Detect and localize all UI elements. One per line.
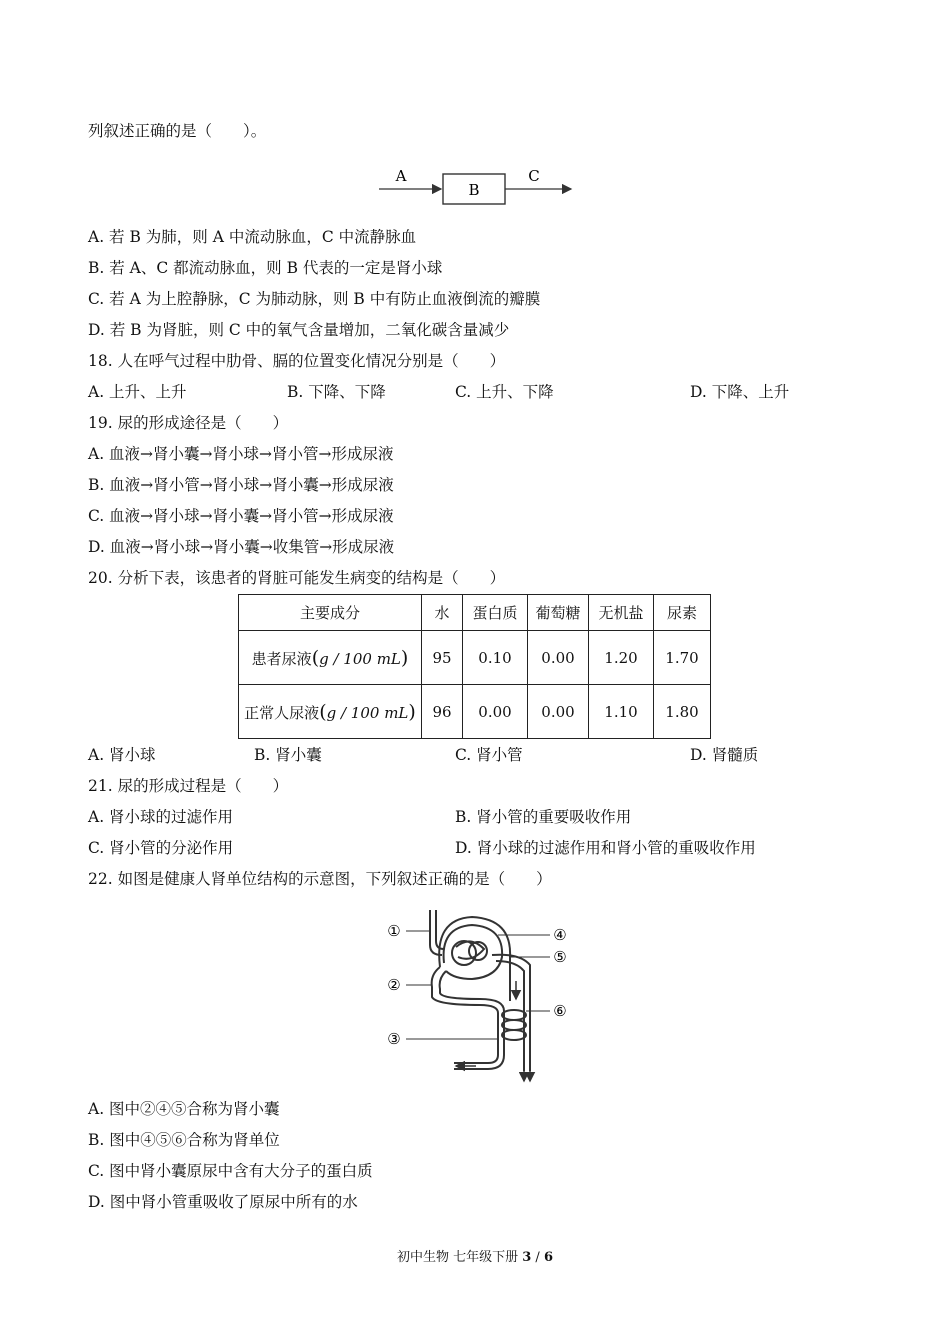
q21-stem: 21. 尿的形成过程是（ ） bbox=[88, 777, 289, 795]
urine-composition-table bbox=[238, 594, 711, 739]
label-3: ③ bbox=[387, 1030, 401, 1048]
q17-option-c[interactable]: C. 若 A 为上腔静脉，C 为肺动脉，则 B 中有防止血液倒流的瓣膜 bbox=[88, 290, 541, 308]
page-total: 6 bbox=[543, 1250, 553, 1265]
table-cell: 95 bbox=[422, 631, 463, 685]
table-cell: 96 bbox=[422, 685, 463, 739]
page-footer bbox=[0, 1246, 950, 1265]
table-cell: 1.80 bbox=[654, 685, 711, 739]
label-c: C bbox=[528, 167, 540, 185]
table-header: 水 bbox=[422, 595, 463, 631]
footer-separator: / bbox=[531, 1250, 544, 1265]
table-cell: 1.70 bbox=[654, 631, 711, 685]
label-1: ① bbox=[387, 922, 401, 940]
table-header-row bbox=[239, 595, 711, 631]
row-label: 正常人尿液(g / 100 mL) bbox=[239, 685, 422, 739]
footer-subject: 初中生物 七年级下册 bbox=[396, 1250, 523, 1265]
table-header: 葡萄糖 bbox=[528, 595, 589, 631]
q17-stem-tail: 列叙述正确的是（ ）。 bbox=[88, 122, 267, 140]
label-a: A bbox=[395, 167, 407, 185]
table-cell: 1.20 bbox=[589, 631, 654, 685]
q19-stem: 19. 尿的形成途径是（ ） bbox=[88, 414, 289, 432]
q20-stem: 20. 分析下表，该患者的肾脏可能发生病变的结构是（ ） bbox=[88, 569, 506, 587]
q19-option-d[interactable]: D. 血液→肾小球→肾小囊→收集管→形成尿液 bbox=[88, 538, 395, 556]
q18-option-c[interactable]: C. 上升、下降 bbox=[455, 383, 554, 401]
table-cell: 0.00 bbox=[528, 631, 589, 685]
q18-option-b[interactable]: B. 下降、下降 bbox=[287, 383, 386, 401]
q21-option-a[interactable]: A. 肾小球的过滤作用 bbox=[88, 808, 234, 826]
label-b: B bbox=[468, 181, 480, 199]
q20-option-c[interactable]: C. 肾小管 bbox=[455, 746, 523, 764]
table-row bbox=[239, 631, 711, 685]
q22-option-c[interactable]: C. 图中肾小囊原尿中含有大分子的蛋白质 bbox=[88, 1162, 373, 1180]
page-number: 3 bbox=[522, 1250, 532, 1265]
q22-option-b[interactable]: B. 图中④⑤⑥合称为肾单位 bbox=[88, 1131, 280, 1149]
q17-flow-diagram bbox=[375, 162, 580, 218]
label-6: ⑥ bbox=[553, 1002, 567, 1020]
table-header: 蛋白质 bbox=[463, 595, 528, 631]
table-cell: 0.00 bbox=[463, 685, 528, 739]
table-cell: 0.00 bbox=[528, 685, 589, 739]
q21-option-c[interactable]: C. 肾小管的分泌作用 bbox=[88, 839, 234, 857]
q22-option-a[interactable]: A. 图中②④⑤合称为肾小囊 bbox=[88, 1100, 280, 1118]
label-5: ⑤ bbox=[553, 948, 567, 966]
table-header: 主要成分 bbox=[239, 595, 422, 631]
q18-option-d[interactable]: D. 下降、上升 bbox=[690, 383, 790, 401]
label-2: ② bbox=[387, 976, 401, 994]
table-cell: 1.10 bbox=[589, 685, 654, 739]
q17-option-b[interactable]: B. 若 A、C 都流动脉血，则 B 代表的一定是肾小球 bbox=[88, 259, 443, 277]
q18-stem: 18. 人在呼气过程中肋骨、膈的位置变化情况分别是（ ） bbox=[88, 352, 506, 370]
q20-option-a[interactable]: A. 肾小球 bbox=[88, 746, 156, 764]
q17-option-a[interactable]: A. 若 B 为肺，则 A 中流动脉血，C 中流静脉血 bbox=[88, 228, 417, 246]
table-row bbox=[239, 685, 711, 739]
table-header: 无机盐 bbox=[589, 595, 654, 631]
q20-option-b[interactable]: B. 肾小囊 bbox=[254, 746, 322, 764]
row-label: 患者尿液(g / 100 mL) bbox=[239, 631, 422, 685]
q19-option-b[interactable]: B. 血液→肾小管→肾小球→肾小囊→形成尿液 bbox=[88, 476, 394, 494]
label-4: ④ bbox=[553, 926, 567, 944]
table-cell: 0.10 bbox=[463, 631, 528, 685]
q19-option-a[interactable]: A. 血液→肾小囊→肾小球→肾小管→形成尿液 bbox=[88, 445, 394, 463]
q20-option-d[interactable]: D. 肾髓质 bbox=[690, 746, 759, 764]
q21-option-b[interactable]: B. 肾小管的重要吸收作用 bbox=[455, 808, 632, 826]
table-header: 尿素 bbox=[654, 595, 711, 631]
q21-option-d[interactable]: D. 肾小球的过滤作用和肾小管的重吸收作用 bbox=[455, 839, 756, 857]
q18-option-a[interactable]: A. 上升、上升 bbox=[88, 383, 187, 401]
q22-stem: 22. 如图是健康人肾单位结构的示意图，下列叙述正确的是（ ） bbox=[88, 870, 552, 888]
nephron-diagram bbox=[380, 905, 580, 1085]
q22-option-d[interactable]: D. 图中肾小管重吸收了原尿中所有的水 bbox=[88, 1193, 358, 1211]
q17-option-d[interactable]: D. 若 B 为肾脏，则 C 中的氧气含量增加，二氧化碳含量减少 bbox=[88, 321, 510, 339]
q19-option-c[interactable]: C. 血液→肾小球→肾小囊→肾小管→形成尿液 bbox=[88, 507, 394, 525]
